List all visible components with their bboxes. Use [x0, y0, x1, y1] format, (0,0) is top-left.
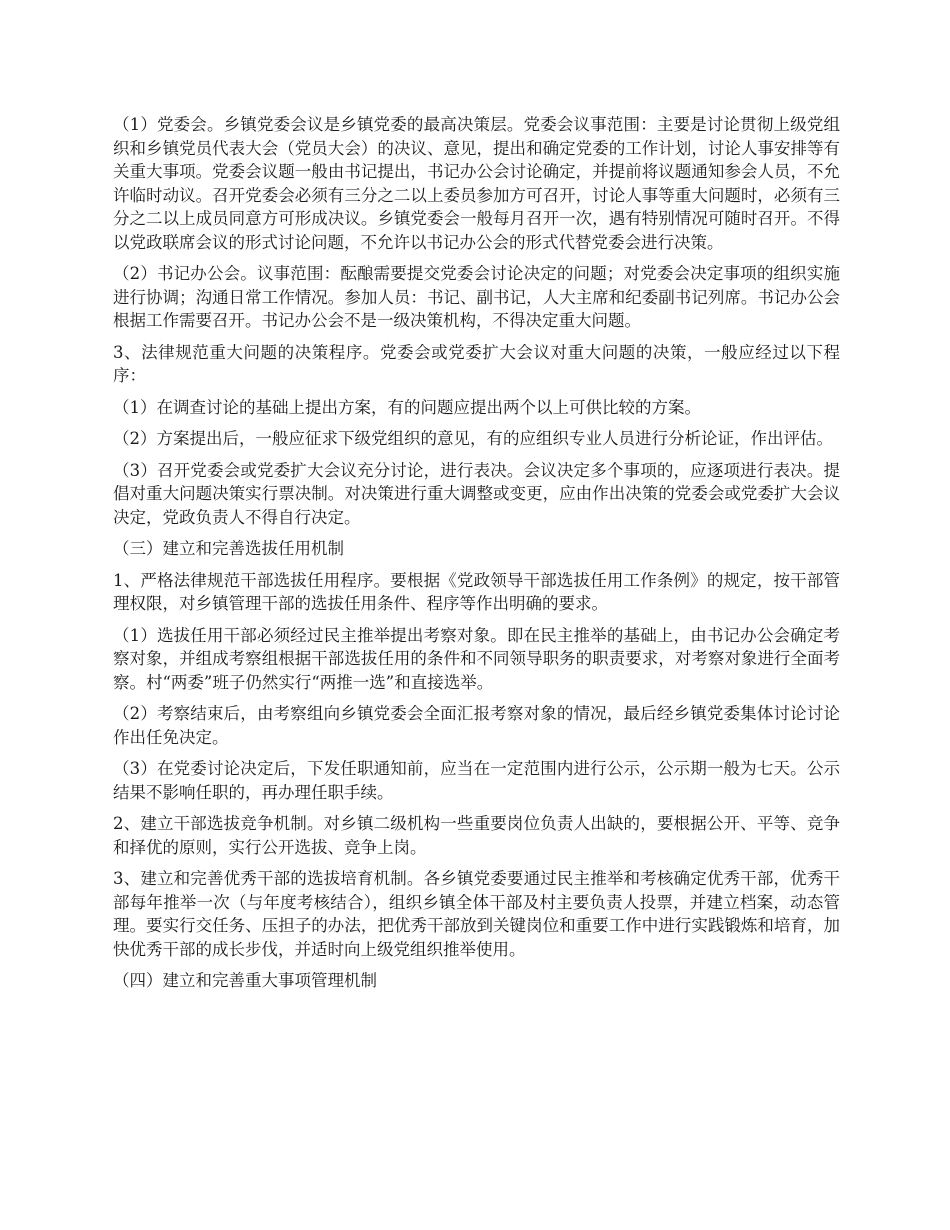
- section-heading-major-matters: （四）建立和完善重大事项管理机制: [113, 971, 377, 990]
- paragraph-selection-step-1: （1）选拔任用干部必须经过民主推举提出考察对象。即在民主推举的基础上，由书记办公会确定考察对象，并组成考察组根据干部选拔任用的条件和不同领导职务的职责要求，对考察对象进行全面考察。村“两委”班子仍然实行“两推一选”和直接选举。: [113, 625, 840, 692]
- paragraph-selection-step-2: （2）考察结束后，由考察组向乡镇党委会全面汇报考察对象的情况，最后经乡镇党委集体讨论讨论作出任免决定。: [113, 704, 840, 747]
- paragraph-secretary-office-meeting: （2）书记办公会。议事范围：酝酿需要提交党委会讨论决定的问题；对党委会决定事项的组织实施进行协调；沟通日常工作情况。参加人员：书记、副书记，人大主席和纪委副书记列席。书记办公会根据工作需要召开。书记办公会不是一级决策机构，不得决定重大问题。: [113, 264, 840, 330]
- section-heading-selection-mechanism: （三）建立和完善选拔任用机制: [113, 539, 344, 558]
- paragraph-competition-mechanism: 2、建立干部选拔竞争机制。对乡镇二级机构一些重要岗位负责人出缺的，要根据公开、平等、竞争和择优的原则，实行公开选拔、竞争上岗。: [113, 814, 840, 857]
- paragraph-procedure-step-3: （3）召开党委会或党委扩大会议充分讨论，进行表决。会议决定多个事项的，应逐项进行表决。提倡对重大问题决策实行票决制。对决策进行重大调整或变更，应由作出决策的党委会或党委扩大会议决定，党政负责人不得自行决定。: [113, 460, 840, 527]
- paragraph-procedure-step-2: （2）方案提出后，一般应征求下级党组织的意见，有的应组织专业人员进行分析论证，作出评估。: [113, 429, 833, 448]
- paragraph-training-mechanism: 3、建立和完善优秀干部的选拔培育机制。各乡镇党委要通过民主推举和考核确定优秀干部，优秀干部每年推举一次（与年度考核结合），组织乡镇全体干部及村主要负责人投票，并建立档案，动态管理。要实行交任务、压担子的办法，把优秀干部放到关键岗位和重要工作中进行实践锻炼和培育，加快优秀干部的成长步伐，并适时向上级党组织推举使用。: [113, 869, 840, 959]
- paragraph-selection-step-3: （3）在党委讨论决定后，下发任职通知前，应当在一定范围内进行公示，公示期一般为七天。公示结果不影响任职的，再办理任职手续。: [113, 759, 840, 802]
- paragraph-selection-procedure: 1、严格法律规范干部选拔任用程序。要根据《党政领导干部选拔任用工作条例》的规定，按干部管理权限，对乡镇管理干部的选拔任用条件、程序等作出明确的要求。: [113, 570, 840, 613]
- paragraph-party-committee: （1）党委会。乡镇党委会议是乡镇党委的最高决策层。党委会议事范围：主要是讨论贯彻上级党组织和乡镇党员代表大会（党员大会）的决议、意见，提出和确定党委的工作计划，讨论人事安排等有关重大事项。党委会议题一般由书记提出，书记办公会讨论确定，并提前将议题通知参会人员，不允许临时动议。召开党委会必须有三分之二以上委员参加方可召开，讨论人事等重大问题时，必须有三分之二以上成员同意方可形成决议。乡镇党委会一般每月召开一次，遇有特别情况可随时召开。不得以党政联席会议的形式讨论问题，不允许以书记办公会的形式代替党委会进行决策。: [113, 115, 840, 252]
- paragraph-decision-procedure: 3、法律规范重大问题的决策程序。党委会或党委扩大会议对重大问题的决策，一般应经过以下程序：: [113, 342, 840, 385]
- document-page: [113, 113, 840, 1001]
- paragraph-procedure-step-1: （1）在调查讨论的基础上提出方案，有的问题应提出两个以上可供比较的方案。: [113, 397, 701, 417]
